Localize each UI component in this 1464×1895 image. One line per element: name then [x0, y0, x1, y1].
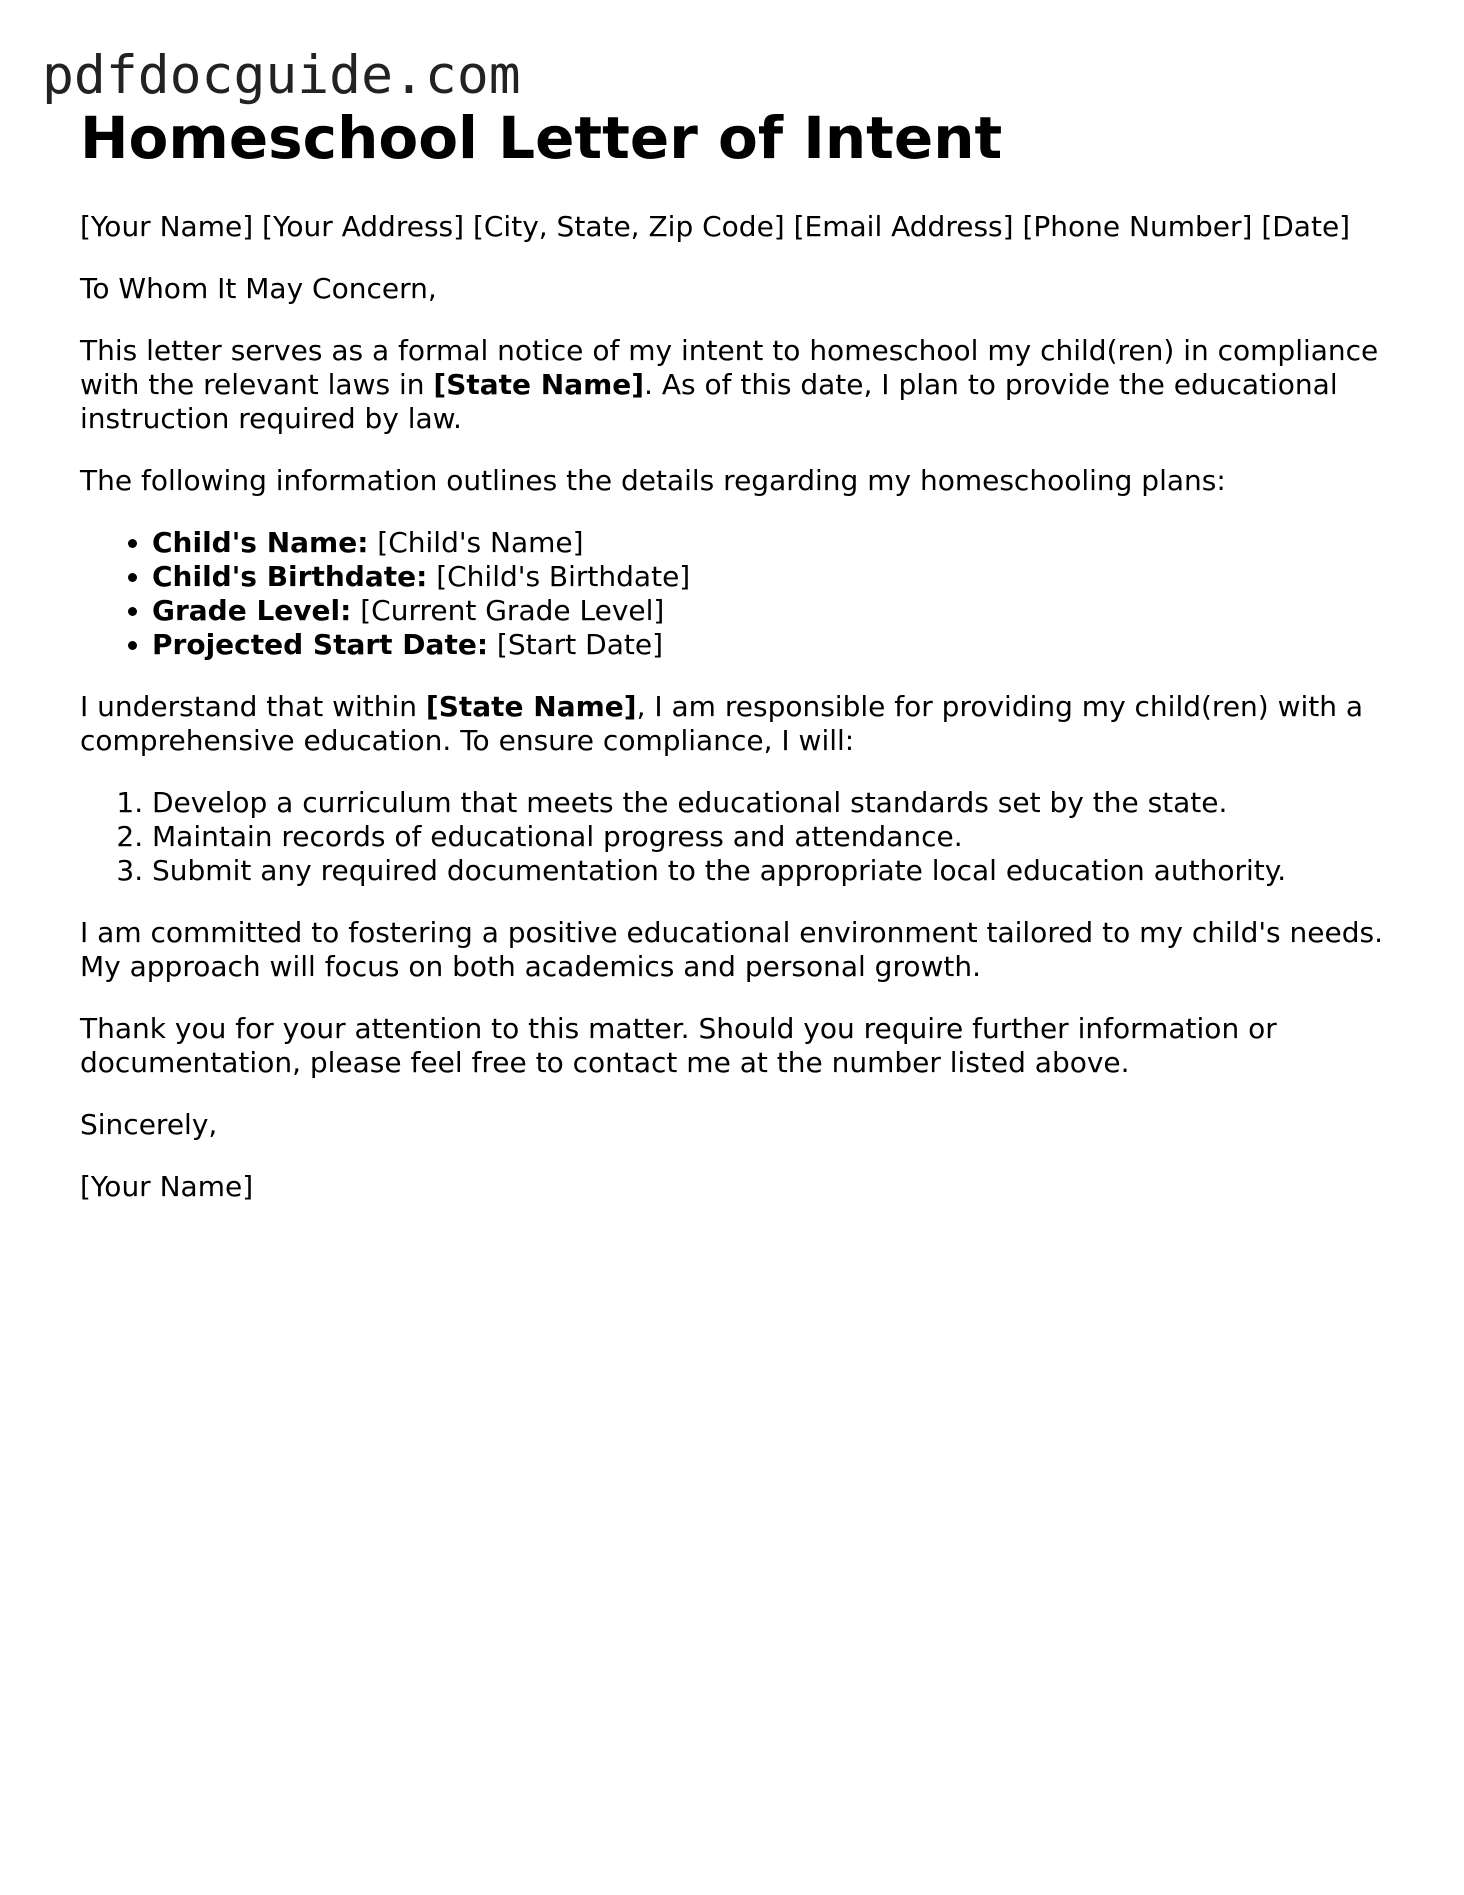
commitment-paragraph: I am committed to fostering a positive educational environment tailored to my child's needs. My approach will focus on both academics and personal growth.	[80, 916, 1383, 983]
commitments-list	[80, 786, 1400, 888]
detail-label: Child's Birthdate:	[152, 560, 428, 593]
responsibility-text-before: I understand that within	[80, 690, 426, 723]
intro-paragraph	[80, 334, 1400, 436]
greeting: To Whom It May Concern,	[80, 272, 437, 305]
closing: Sincerely,	[80, 1108, 218, 1141]
letter-document	[80, 98, 1400, 1204]
list-item	[152, 628, 1400, 662]
intro-text-after: . As of this date, I plan to provide the educational instruction required by law.	[80, 368, 1338, 435]
details-intro: The following information outlines the details regarding my homeschooling plans:	[80, 464, 1226, 497]
list-item	[152, 560, 1400, 594]
responsibility-text-after: , I am responsible for providing my child(ren) with a comprehensive education. To ensure compliance, I will:	[80, 690, 1364, 757]
detail-label: Projected Start Date:	[152, 628, 489, 661]
list-item	[152, 594, 1400, 628]
detail-label: Child's Name:	[152, 526, 369, 559]
detail-value: [Start Date]	[488, 628, 663, 661]
list-item	[152, 526, 1400, 560]
signature: [Your Name]	[80, 1170, 254, 1203]
detail-value: [Child's Name]	[368, 526, 584, 559]
page-title: Homeschool Letter of Intent	[80, 104, 1003, 172]
detail-value: [Current Grade Level]	[351, 594, 665, 627]
sender-info-line: [Your Name] [Your Address] [City, State, Zip Code] [Email Address] [Phone Number] [Date]	[80, 210, 1351, 243]
detail-value: [Child's Birthdate]	[427, 560, 691, 593]
details-list	[80, 526, 1400, 662]
detail-label: Grade Level:	[152, 594, 352, 627]
responsibility-state-name: [State Name]	[425, 690, 637, 723]
list-item: 2. Maintain records of educational progress and attendance.	[152, 820, 1400, 854]
responsibility-paragraph	[80, 690, 1400, 758]
list-item: 3. Submit any required documentation to the appropriate local education authority.	[152, 854, 1400, 888]
thanks-paragraph: Thank you for your attention to this matter. Should you require further information or documentation, please feel free to contact me at the number listed above.	[80, 1012, 1277, 1079]
watermark-text: pdfdocguide.com	[42, 45, 521, 106]
intro-state-name: [State Name]	[433, 368, 645, 401]
list-item: 1. Develop a curriculum that meets the educational standards set by the state.	[152, 786, 1400, 820]
intro-text-before: This letter serves as a formal notice of my intent to homeschool my child(ren) in compliance with the relevant laws in	[80, 334, 1379, 401]
